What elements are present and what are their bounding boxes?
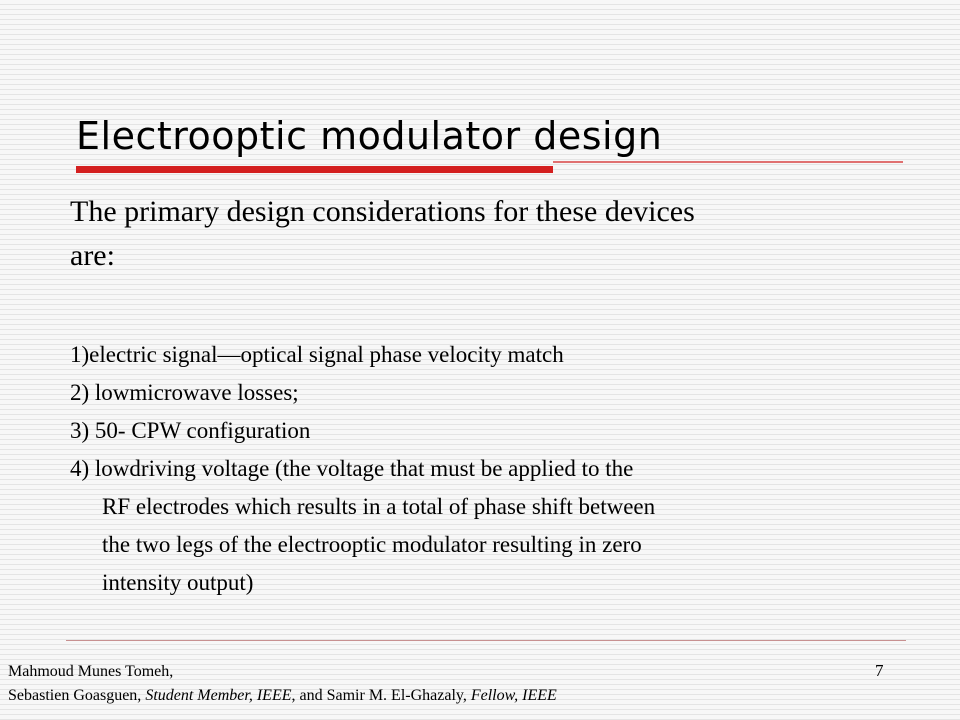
footer-divider [66, 640, 906, 641]
list-item-continuation: the two legs of the electrooptic modulator resulting in zero [102, 532, 642, 557]
list-item-continuation: intensity output) [102, 570, 254, 595]
list-item: 3) 50- CPW configuration [70, 418, 311, 443]
footer-line-1: Mahmoud Munes Tomeh, [8, 663, 174, 680]
intro-line-2: are: [70, 239, 115, 272]
considerations-list [70, 336, 890, 602]
footer-author: Sebastien Goasguen, [8, 687, 142, 704]
slide-title: Electrooptic modulator design [76, 114, 663, 158]
title-underline-rule [553, 161, 903, 163]
intro-paragraph [70, 190, 890, 278]
list-item: 4) lowdriving voltage (the voltage that must be applied to the [70, 456, 634, 481]
footer-separator: , and Samir M. El-Ghazaly, [291, 687, 467, 704]
title-underline-accent [76, 166, 553, 173]
footer-line-2 [8, 684, 557, 708]
footer-role: Student Member, IEEE [145, 687, 292, 704]
list-item: 2) lowmicrowave losses; [70, 380, 299, 405]
list-item: 1)electric signal—optical signal phase velocity match [70, 342, 564, 367]
intro-line-1: The primary design considerations for these devices [70, 195, 695, 228]
footer-authors [8, 660, 557, 708]
footer-role: Fellow, IEEE [470, 687, 557, 704]
page-number: 7 [875, 661, 884, 680]
list-item-continuation: RF electrodes which results in a total of phase shift between [102, 494, 656, 519]
